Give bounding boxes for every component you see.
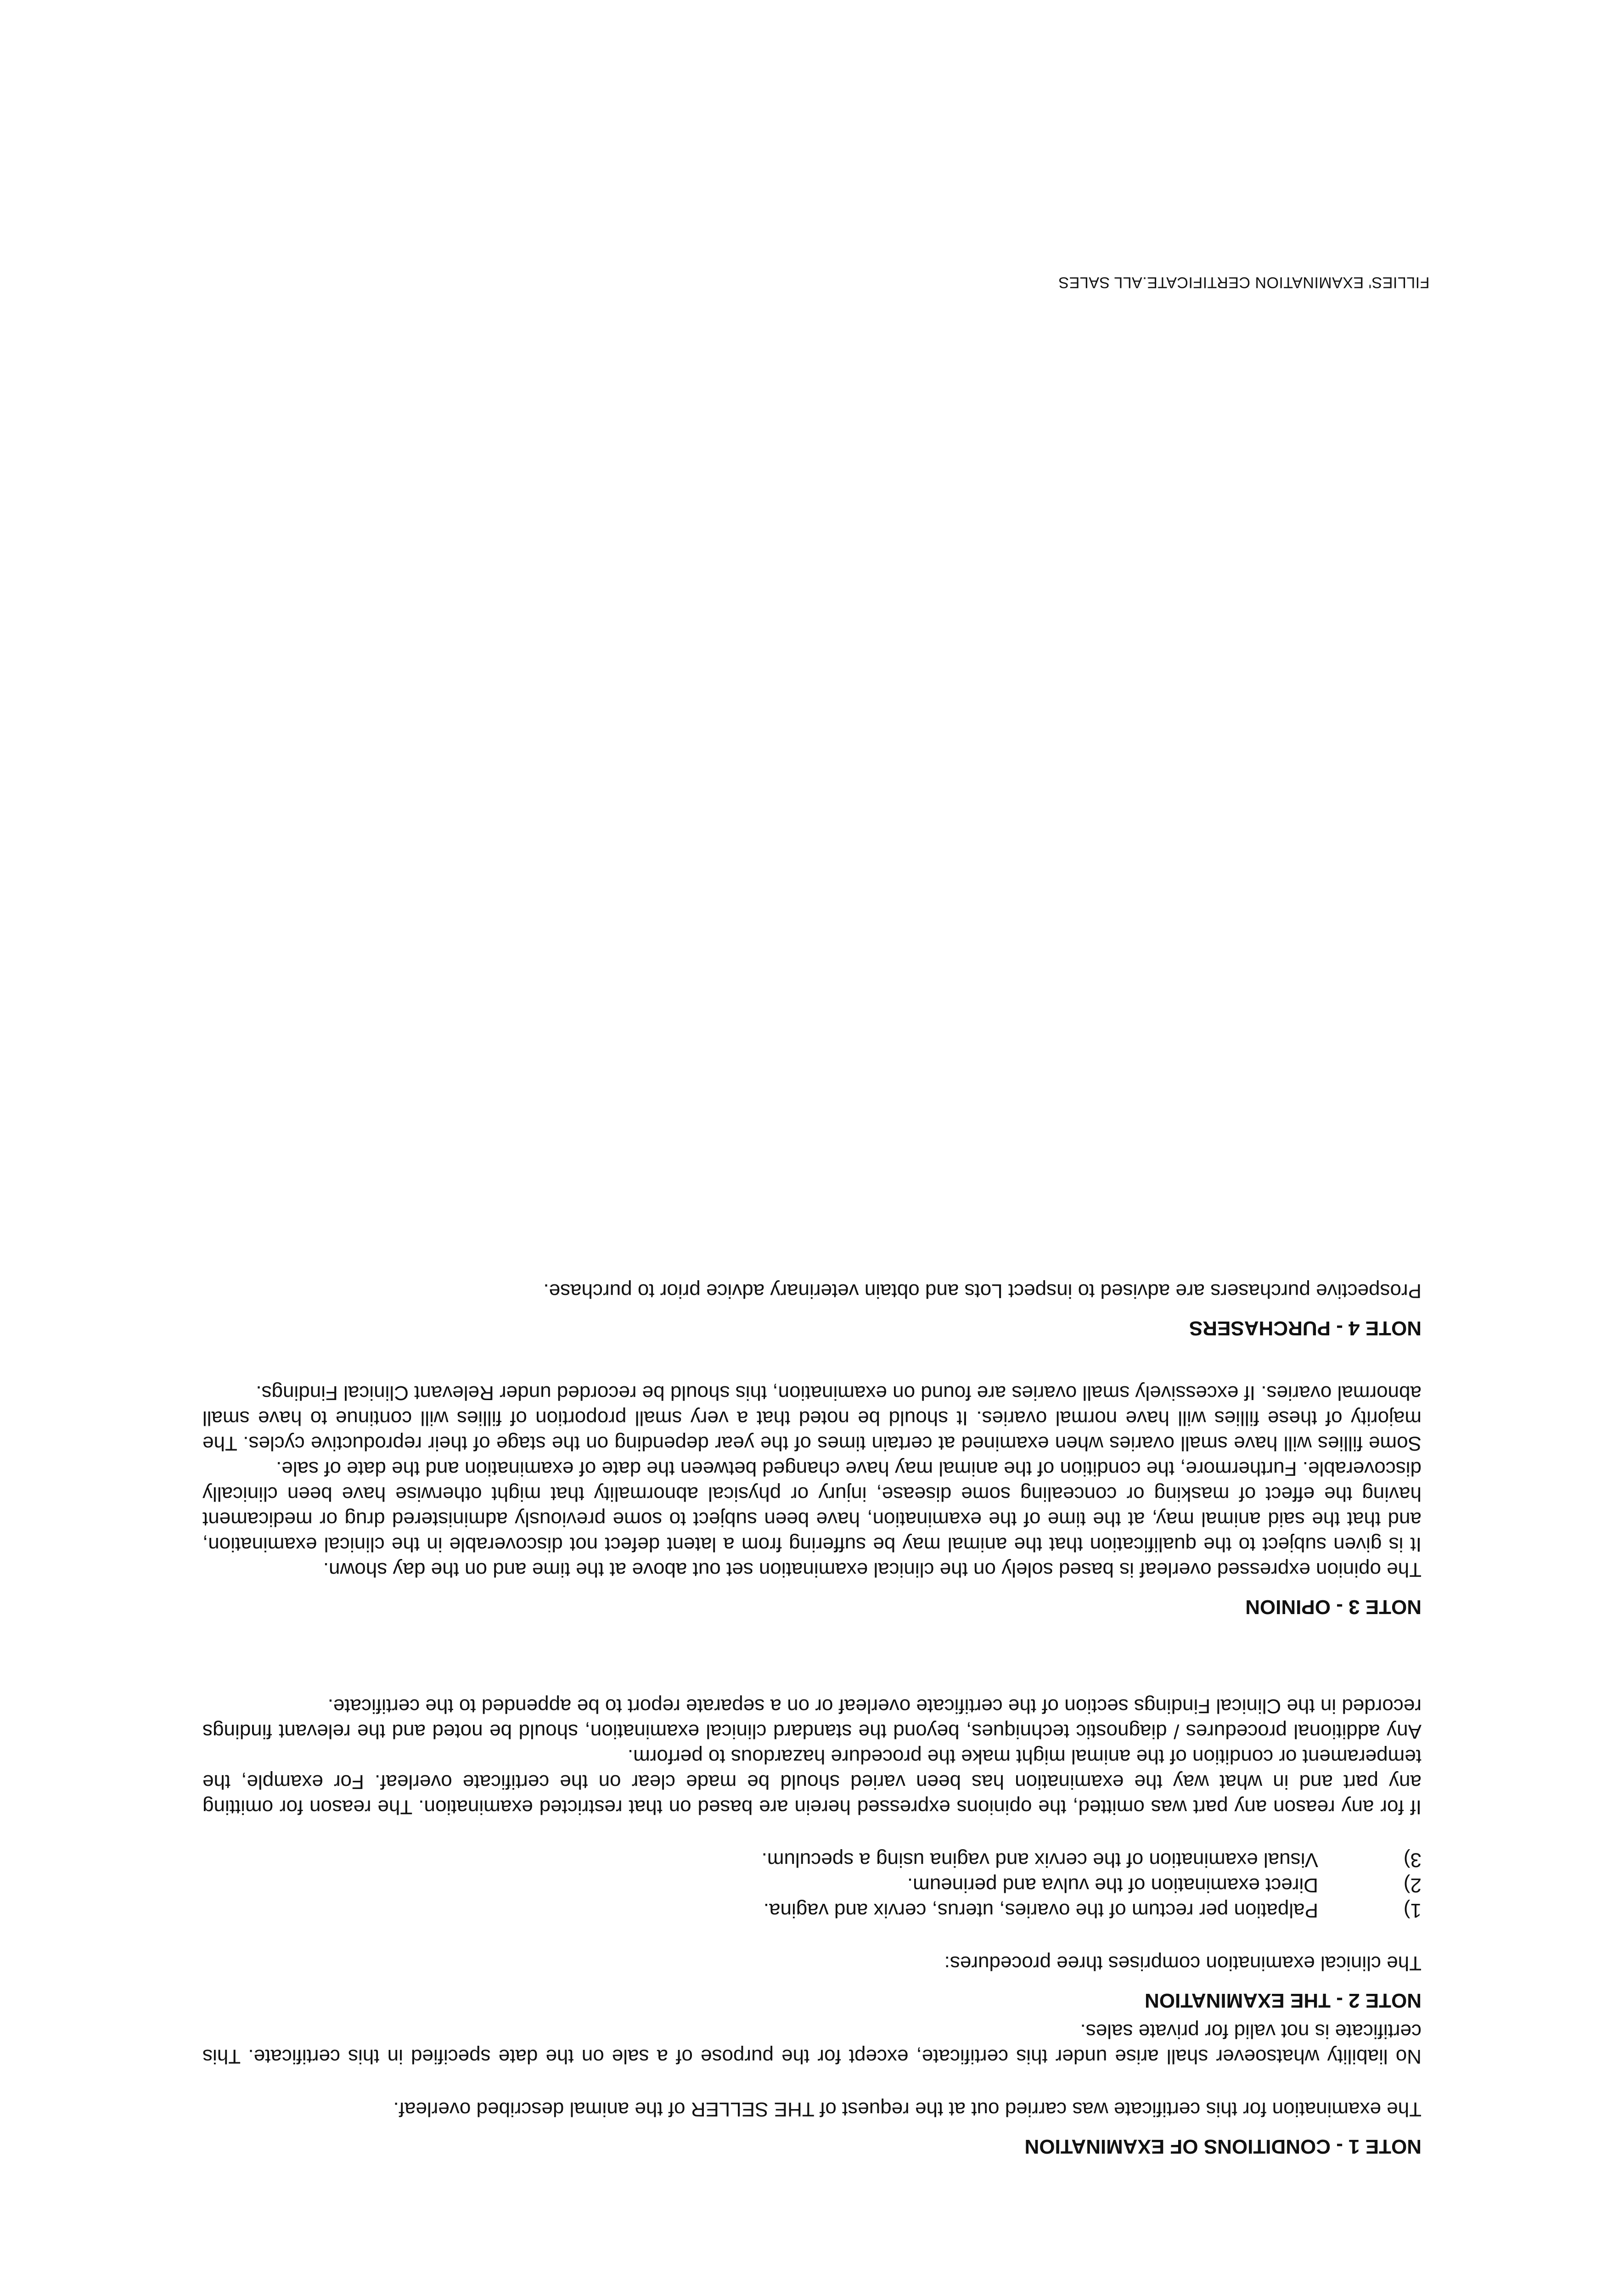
list-item-text: Palpation per rectum of the ovaries, uterus, cervix and vagina. [763,1899,1318,1922]
certificate-footer-title: FILLIES' EXAMINATION CERTIFICATE.ALL SALES [1058,274,1430,291]
note-2-heading: NOTE 2 - THE EXAMINATION [1145,1989,1422,2012]
note-3-paragraph-1: The opinion expressed overleaf is based solely on the clinical examination set out above at the time and on the day shown. [323,1559,1422,1581]
note-2-section [202,1694,1422,2013]
note-1-heading: NOTE 1 - CONDITIONS OF EXAMINATION [1024,2135,1422,2158]
note-3-section [202,1380,1422,1620]
note-4-section [202,1278,1422,1341]
note-2-intro: The clinical examination comprises three procedures: [944,1952,1422,1975]
note-3-heading: NOTE 3 - OPINION [1245,1596,1422,1618]
list-item [202,1847,1422,1873]
note-2-paragraph-1: If for any reason any part was omitted, the opinions expressed herein are based on that restricted examination. The reason for omitting any part and in what way the examination has been varied should be made clear on the certificate overleaf. For example, the temperament or condition of the animal might make the procedure hazardous to perform. [202,1745,1422,1818]
list-item-number: 3) [1403,1849,1422,1871]
note-1-paragraph-1: The examination for this certificate was carried out at the request of THE SELLER of the animal described overleaf. [393,2098,1422,2121]
note-2-paragraph-2: Any additional procedures / diagnostic techniques, beyond the standard clinical examination, should be noted and the relevant findings recorded in the Clinical Findings section of the certificate overleaf or on a separate report to be appended to the certificate. [202,1695,1422,1743]
list-item-number: 2) [1403,1874,1422,1896]
list-item-text: Direct examination of the vulva and perineum. [907,1874,1318,1896]
note-4-heading: NOTE 4 - PURCHASERS [1189,1317,1422,1339]
note-3-paragraph-2: It is given subject to the qualification that the animal may be suffering from a latent defect not discoverable in the clinical examination, and that the said animal may, at the time of the examination, have been subject to some previously administered drug or medicament having the effect of masking or concealing some disease, injury or physical abnormality that might otherwise have been clinically discoverable. Furthermore, the condition of the animal may have changed between the date of examination and the date of sale. [202,1458,1422,1556]
list-item [202,1898,1422,1923]
procedure-list [202,1847,1422,1923]
list-item-text: Visual examination of the cervix and vagina using a speculum. [761,1849,1318,1871]
list-item-number: 1) [1403,1899,1422,1922]
note-3-paragraph-3: Some fillies will have small ovaries when examined at certain times of the year depending on the stage of their reproductive cycles. The majority of these fillies will have normal ovaries. It should be noted that a very small proportion of fillies will continue to have small abnormal ovaries. If excessively small ovaries are found on examination, this should be recorded under Relevant Clinical Findings. [202,1382,1422,1455]
note-1-paragraph-2: No liability whatsoever shall arise under this certificate, except for the purpose of a sale on the date specified in this certificate. This certificate is not valid for private sales. [202,2020,1422,2068]
note-4-paragraph-1: Prospective purchasers are advised to inspect Lots and obtain veterinary advice prior to purchase. [543,1280,1422,1302]
list-item [202,1873,1422,1898]
note-1-section [202,2019,1422,2159]
